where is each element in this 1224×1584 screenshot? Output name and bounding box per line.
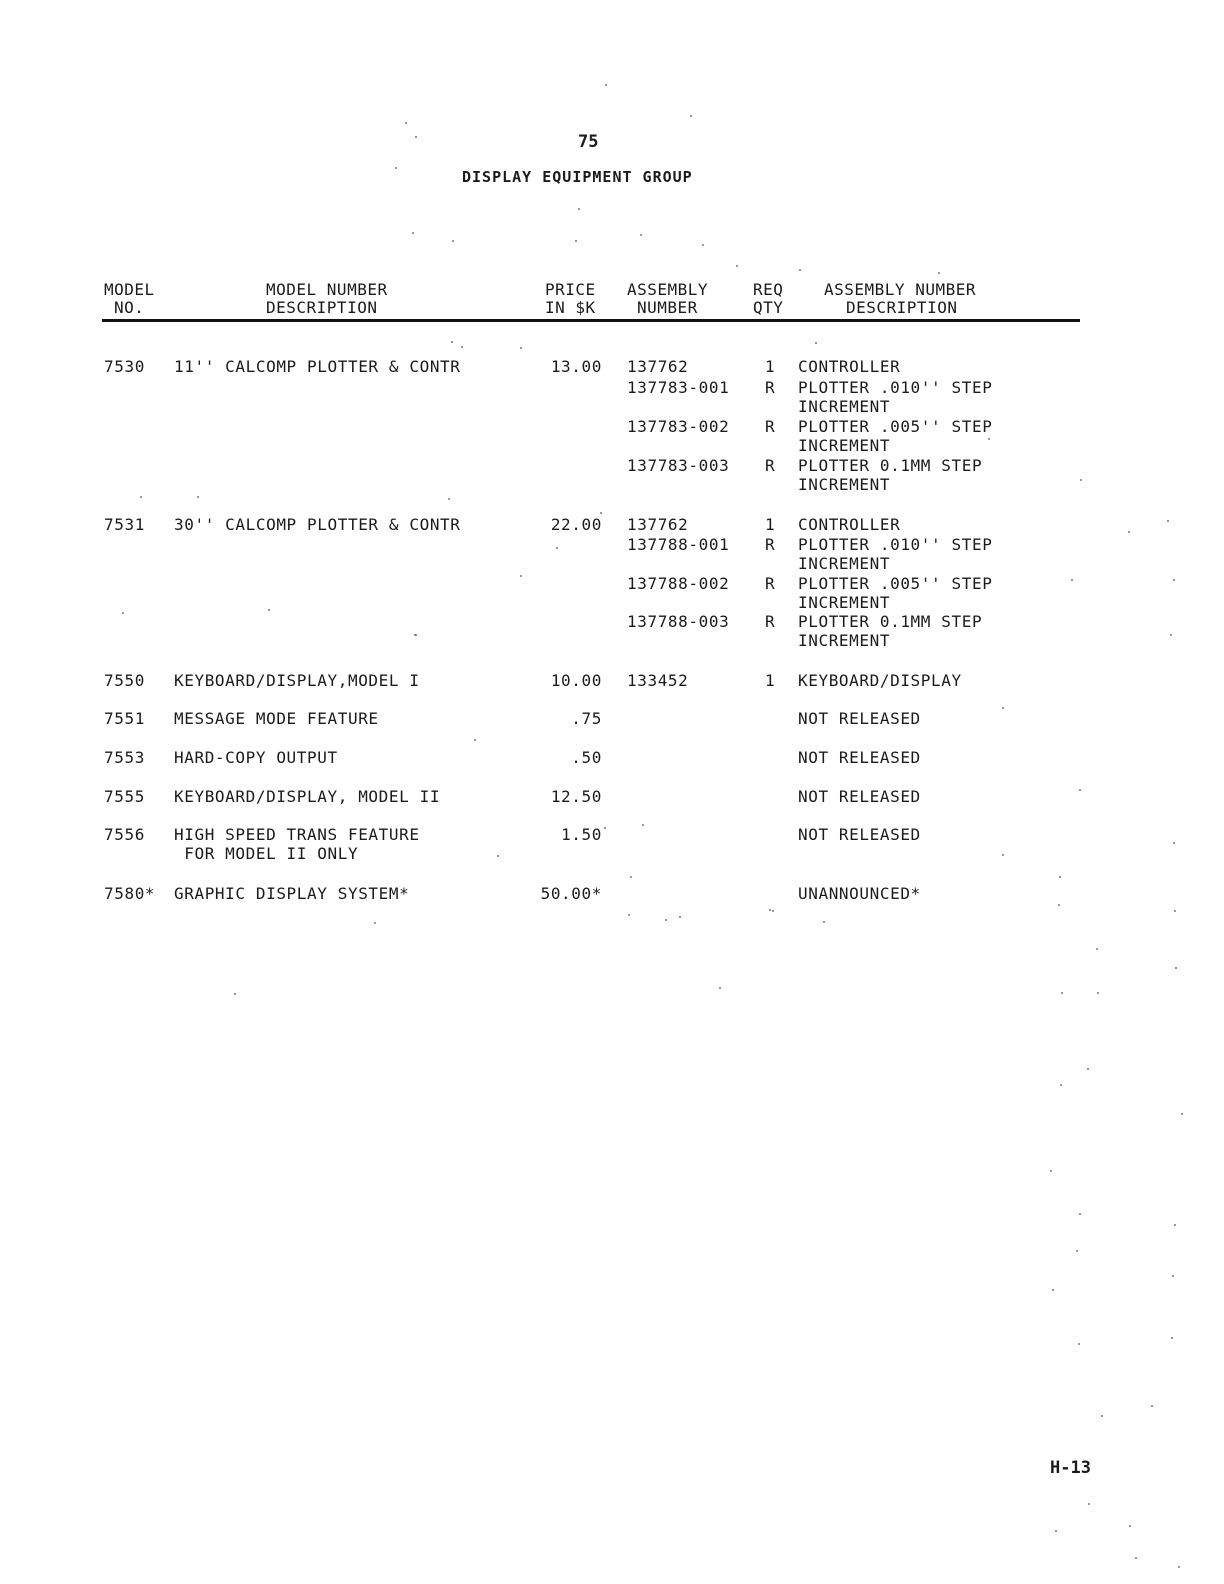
scan-speck xyxy=(374,922,376,924)
scan-speck xyxy=(395,167,397,169)
scan-speck xyxy=(414,634,416,636)
scan-speck xyxy=(1097,992,1099,994)
scan-speck xyxy=(474,739,476,741)
scan-speck xyxy=(1178,1566,1180,1568)
scan-speck xyxy=(1171,1337,1173,1339)
scan-speck xyxy=(415,136,417,138)
scan-speck xyxy=(630,876,632,878)
scan-speck xyxy=(1058,904,1060,906)
model-number: 7555 xyxy=(104,787,145,806)
page-title: DISPLAY EQUIPMENT GROUP xyxy=(462,168,693,186)
header-rule xyxy=(102,319,1080,322)
assembly-description: PLOTTER .005'' STEP INCREMENT xyxy=(798,417,993,455)
scan-speck xyxy=(736,265,738,267)
assembly-number: 137783-001 xyxy=(627,378,730,397)
scan-speck xyxy=(815,342,817,344)
scan-speck xyxy=(1101,1415,1103,1417)
required-qty: R xyxy=(765,417,776,436)
scan-speck xyxy=(799,269,801,271)
scan-speck xyxy=(690,115,692,117)
price: 1.50 xyxy=(561,825,602,844)
required-qty: 1 xyxy=(765,671,776,690)
assembly-number: 137788-001 xyxy=(627,535,730,554)
scan-speck xyxy=(461,346,463,348)
header-price-line1: PRICE xyxy=(545,280,596,299)
scan-speck xyxy=(1055,1530,1057,1532)
scan-speck xyxy=(1172,1275,1174,1277)
assembly-description: UNANNOUNCED* xyxy=(798,884,921,903)
scan-speck xyxy=(234,993,236,995)
header-model-no-line2: NO. xyxy=(114,298,145,317)
assembly-description: PLOTTER 0.1MM STEP INCREMENT xyxy=(798,612,983,650)
scan-speck xyxy=(1135,1557,1137,1559)
model-number: 7551 xyxy=(104,709,145,728)
scan-speck xyxy=(578,208,580,210)
scan-speck xyxy=(268,609,270,611)
required-qty: R xyxy=(765,456,776,475)
scan-speck xyxy=(719,987,721,989)
assembly-description: PLOTTER 0.1MM STEP INCREMENT xyxy=(798,456,983,494)
assembly-description: PLOTTER .005'' STEP INCREMENT xyxy=(798,574,993,612)
scan-speck xyxy=(604,827,606,829)
header-qty-line2: QTY xyxy=(753,298,784,317)
model-description: HIGH SPEED TRANS FEATURE FOR MODEL II ONLY xyxy=(174,825,420,863)
header-qty-line1: REQ xyxy=(753,280,784,299)
header-assembly-desc-line2: DESCRIPTION xyxy=(846,298,958,317)
scan-speck xyxy=(1170,634,1172,636)
scan-speck xyxy=(628,914,630,916)
price: .50 xyxy=(571,748,602,767)
scan-speck xyxy=(823,921,825,923)
price: 12.50 xyxy=(550,787,602,806)
scan-speck xyxy=(556,547,558,549)
scan-speck xyxy=(988,438,990,440)
scan-speck xyxy=(451,341,453,343)
assembly-description: NOT RELEASED xyxy=(798,825,921,844)
scan-speck xyxy=(1078,1343,1080,1345)
scan-speck xyxy=(1173,842,1175,844)
price: 50.00* xyxy=(540,884,602,903)
scan-speck xyxy=(575,240,577,242)
required-qty: R xyxy=(765,612,776,631)
header-model-no-line1: MODEL xyxy=(104,280,155,299)
scan-speck xyxy=(1059,876,1061,878)
model-description: KEYBOARD/DISPLAY,MODEL I xyxy=(174,671,420,690)
assembly-number: 137788-003 xyxy=(627,612,730,631)
scan-speck xyxy=(1002,707,1004,709)
scan-speck xyxy=(1088,1503,1090,1505)
assembly-description: NOT RELEASED xyxy=(798,709,921,728)
assembly-description: NOT RELEASED xyxy=(798,787,921,806)
scan-speck xyxy=(140,496,142,498)
scan-speck xyxy=(665,919,667,921)
required-qty: R xyxy=(765,574,776,593)
header-description-line2: DESCRIPTION xyxy=(266,298,378,317)
assembly-description: CONTROLLER xyxy=(798,357,901,376)
assembly-description: CONTROLLER xyxy=(798,515,901,534)
scan-speck xyxy=(122,612,124,614)
required-qty: 1 xyxy=(765,357,776,376)
scan-speck xyxy=(1060,1084,1062,1086)
header-assembly-line2: NUMBER xyxy=(637,298,698,317)
scan-speck xyxy=(452,240,454,242)
scan-speck xyxy=(1079,789,1081,791)
scan-speck xyxy=(1080,479,1082,481)
scan-speck xyxy=(1050,1170,1052,1172)
scan-speck xyxy=(448,498,450,500)
scan-speck xyxy=(1087,1068,1089,1070)
model-number: 7580* xyxy=(104,884,156,903)
scan-speck xyxy=(642,824,644,826)
scan-speck xyxy=(1175,967,1177,969)
scan-speck xyxy=(1096,948,1098,950)
scan-speck xyxy=(1076,1250,1078,1252)
required-qty: R xyxy=(765,535,776,554)
assembly-description: NOT RELEASED xyxy=(798,748,921,767)
assembly-number: 133452 xyxy=(627,671,689,690)
scan-speck xyxy=(640,234,642,236)
scan-speck xyxy=(769,909,771,911)
header-description-line1: MODEL NUMBER xyxy=(266,280,388,299)
assembly-description: PLOTTER .010'' STEP INCREMENT xyxy=(798,378,993,416)
model-number: 7530 xyxy=(104,357,145,376)
header-price-line2: IN $K xyxy=(545,298,596,317)
price: .75 xyxy=(571,709,602,728)
model-description: MESSAGE MODE FEATURE xyxy=(174,709,379,728)
price: 13.00 xyxy=(550,357,602,376)
model-description: GRAPHIC DISPLAY SYSTEM* xyxy=(174,884,410,903)
scan-speck xyxy=(1167,520,1169,522)
scan-speck xyxy=(1173,579,1175,581)
scan-speck xyxy=(1129,1525,1131,1527)
scan-speck xyxy=(702,244,704,246)
price: 10.00 xyxy=(550,671,602,690)
scan-speck xyxy=(1181,1113,1183,1115)
scan-speck xyxy=(938,272,940,274)
scan-speck xyxy=(1002,854,1004,856)
scan-speck xyxy=(1174,1224,1176,1226)
assembly-description: PLOTTER .010'' STEP INCREMENT xyxy=(798,535,993,573)
scan-speck xyxy=(600,512,602,514)
page-footer: H-13 xyxy=(1050,1458,1091,1478)
model-number: 7550 xyxy=(104,671,145,690)
scan-speck xyxy=(520,347,522,349)
assembly-number: 137783-002 xyxy=(627,417,730,436)
scan-speck xyxy=(405,122,407,124)
required-qty: R xyxy=(765,378,776,397)
scan-speck xyxy=(1071,579,1073,581)
scan-speck xyxy=(412,232,414,234)
scan-speck xyxy=(772,910,774,912)
assembly-number: 137783-003 xyxy=(627,456,730,475)
scan-speck xyxy=(1061,992,1063,994)
scan-speck xyxy=(1174,910,1176,912)
assembly-number: 137788-002 xyxy=(627,574,730,593)
assembly-description: KEYBOARD/DISPLAY xyxy=(798,671,962,690)
page-number: 75 xyxy=(578,132,599,152)
price: 22.00 xyxy=(550,515,602,534)
scan-speck xyxy=(1151,1405,1153,1407)
scan-speck xyxy=(679,916,681,918)
scan-speck xyxy=(1079,1213,1081,1215)
scan-speck xyxy=(1052,1289,1054,1291)
model-number: 7556 xyxy=(104,825,145,844)
model-description: KEYBOARD/DISPLAY, MODEL II xyxy=(174,787,441,806)
model-number: 7531 xyxy=(104,515,145,534)
model-description: 30'' CALCOMP PLOTTER & CONTR xyxy=(174,515,461,534)
scan-speck xyxy=(520,575,522,577)
model-description: HARD-COPY OUTPUT xyxy=(174,748,338,767)
required-qty: 1 xyxy=(765,515,776,534)
scan-speck xyxy=(497,855,499,857)
scan-speck xyxy=(605,84,607,86)
assembly-number: 137762 xyxy=(627,515,689,534)
assembly-number: 137762 xyxy=(627,357,689,376)
scan-speck xyxy=(197,496,199,498)
scan-speck xyxy=(1128,531,1130,533)
model-description: 11'' CALCOMP PLOTTER & CONTR xyxy=(174,357,461,376)
header-assembly-desc-line1: ASSEMBLY NUMBER xyxy=(824,280,976,299)
header-assembly-line1: ASSEMBLY xyxy=(627,280,709,299)
model-number: 7553 xyxy=(104,748,145,767)
